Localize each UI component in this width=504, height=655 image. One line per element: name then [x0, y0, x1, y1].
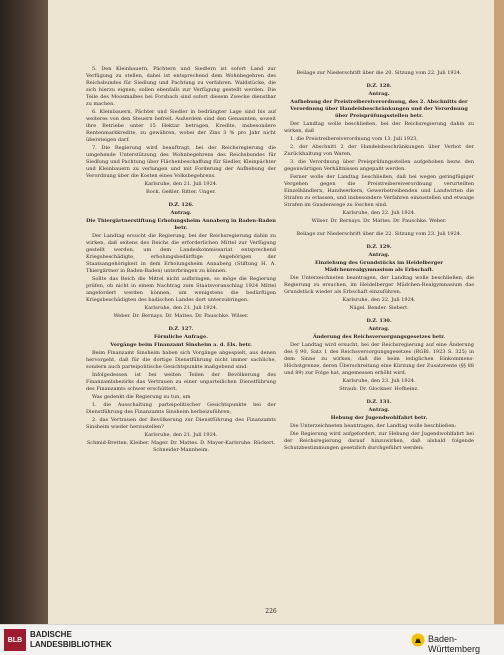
spacer — [284, 394, 474, 398]
text-paragraph: Sollte das Reich die Mittel nicht aufbringen, so möge die Regierung prüfen, ob nicht in einem Nachtrag zum Staatsvoranschlag 1924 Mittel angefordert werden können, um wenigstens die bedürftigen Kriegsbeschädigten des badischen Landes dort unterzubringen. — [86, 276, 276, 303]
text-paragraph: Wilser. Dr. Bernays. Dr. Mattes. Dr. Pauschke. Weber. — [311, 218, 447, 224]
spacer — [284, 313, 474, 317]
text-paragraph: Karlsruhe, den 22. Juli 1924. — [342, 297, 416, 303]
text-paragraph: Antrag. — [368, 91, 390, 97]
text-paragraph: Antrag. — [170, 210, 192, 216]
spacer — [86, 321, 276, 325]
text-paragraph: Karlsruhe, den 22. Juli 1924. — [342, 210, 416, 216]
text-paragraph: Die Unterzeichneten beantragen, der Landtag wolle beschließen: — [290, 423, 457, 429]
text-paragraph: Antrag. — [368, 252, 390, 258]
bw-stag-icon — [411, 633, 425, 647]
text-paragraph: 2. das Vertrauen der Bevölkerung zur Dienstführung des Finanzamts Sinsheim wieder herzustellen? — [86, 417, 276, 430]
text-paragraph: 2. der Abschnitt 2 der Handelsbeschränkungen über Verbot der Zurückhaltung von Waren, — [284, 144, 474, 157]
text-paragraph: Schmid-Bretten. Kleiber. Mager. Dr. Mattes. D. Mayer-Karlsruhe. Rückert. Schneider-Mannheim. — [86, 440, 276, 453]
page-edge — [494, 0, 504, 624]
text-paragraph: Der Landtag wird ersucht, bei der Reichsregierung auf eine Änderung des § 90, Satz 1 des Reichsversorgungsgesetzes (RGBl. 1923 S. 325) in dem Sinne zu wirken, daß die beim lediglichen Einkommens-Höchstgrenze, deren Überschreitung eine Kürzung der Zusatzrente (§§ 88 und 89) zur Folge hat, angemessen erhöht wird. — [284, 342, 474, 376]
text-paragraph: Was gedenkt die Regierung zu tun, um — [92, 394, 191, 400]
text-paragraph: Die Thiergärtnerstiftung Erholungsheim Annaberg in Baden-Baden betr. — [86, 218, 276, 231]
text-paragraph: Die Unterzeichneten beantragen, der Landtag wolle beschließen, die Regierung zu ersuchen, im Heidelberger Mädchen-Realgymnasium das Grundstück wieder als Erbschaft einzuführen. — [284, 275, 474, 295]
text-paragraph: D.Z. 126. — [168, 202, 194, 208]
text-paragraph: D.Z. 130. — [366, 318, 392, 324]
text-paragraph: Karlsruhe, den 21. Juli 1924. — [144, 305, 218, 311]
text-paragraph: Antrag. — [368, 407, 390, 413]
text-paragraph: D.Z. 127. — [168, 326, 194, 332]
left-column — [86, 66, 276, 455]
text-paragraph: Infolgedessen ist bei weiten Teilen der Bevölkerung des Finanzamtsbezirks das Vertrauen zu einer unparteilichen Dienstführung des Finanzamts schwer erschüttert. — [86, 372, 276, 392]
scanned-page — [48, 0, 494, 624]
text-paragraph: Förmliche Anfrage. — [154, 334, 208, 340]
spacer — [284, 226, 474, 230]
text-paragraph: D.Z. 131. — [366, 399, 392, 405]
text-paragraph: 7. Die Regierung wird beauftragt, bei der Reichsregierung die umgehende Unterstützung des Wohnbegehrens des Reichsbundes für Siedlung und Pachtung über Flächenbeschaffung für Siedler, Kleinpächter und Kleinbauern zu verlangen und mit Forderung der Aufhebung der Verordnung über die Kosten eines Volksbegehrens. — [86, 145, 276, 179]
page-number: 226 — [265, 608, 277, 615]
text-paragraph: Ferner wolle der Landtag beschließen, daß bei wegen geringfügiger Vergehen gegen die Preistreibereiverordnung verurteilten Einzelhändlern, Handwerkern, Gewerbetreibenden und Landwirten die Strafen zu erlassen, und insbesondere Verfahren einzustellen und etwaige Strafen im Gnadenwege zu löschen sind. — [284, 174, 474, 208]
text-paragraph: 1. die Preistreibereiverordnung vom 13. Juli 1923, — [290, 136, 418, 142]
text-paragraph: 6. Kleinbauern, Pächter und Siedler in bedrängter Lage sind bis auf weiteres von den Steuern befreit. Außerdem sind den Genannten, soweit ihre Betriebe unter 15 Hektar betragen, Kredite, insbesondere Rentenmarkkredite, zu gewähren, wobei der Zins 3 % pro Jahr nicht übersteigen darf. — [86, 109, 276, 143]
book-binding — [0, 0, 48, 624]
text-paragraph: 1. die Ausschaltung parteipolitischer Gesichtspunkte bei der Dienstführung des Finanzamts Sinsheim herbeizuführen; — [86, 402, 276, 415]
blb-line-1: BADISCHE — [30, 630, 72, 639]
text-paragraph: Straub. Dr. Glockner. Hofheinz. — [339, 386, 419, 392]
text-paragraph: Die Regierung wird aufgefordert, zur Hebung der Jugendwohlfahrt bei der Reichsregierung darauf hinzuwirken, daß alsbald folgende Schutzbestimmungen gesetzlich durchgeführt werden: — [284, 431, 474, 451]
bw-label[interactable]: Baden-Württemberg — [428, 634, 481, 654]
text-paragraph: Antrag. — [368, 326, 390, 332]
text-paragraph: Einziehung des Grundstücks im Heidelberger Mädchenrealgymnasium als Erbschaft. — [314, 260, 444, 273]
text-paragraph: Hebung der Jugendwohlfahrt betr. — [330, 415, 428, 421]
right-column — [284, 70, 474, 453]
text-paragraph: 5. Den Kleinbauern, Pächtern und Siedlern ist sofort Land zur Verfügung zu stellen, dabei ist entsprechend dem Wohnbegehren des Reichsbundes für Siedlung und Pachtung zu verfahren. Waldstücke, die sich hierzu eignen, sollen ebenfalls zur Verfügung gestellt werden. Die Teile des Moosmalbes bei Forsbach sind sofort diesem Zwecke dienstbar zu machen. — [86, 66, 276, 107]
text-paragraph: Nägel. Bender. Siebert. — [349, 305, 409, 311]
text-paragraph: D.Z. 129. — [366, 244, 392, 250]
text-paragraph: Beilage zur Niederschrift über die 22. Sitzung vom 23. Juli 1924. — [296, 231, 462, 237]
text-paragraph: Bock. Geßler. Ritter. Unger. — [146, 189, 216, 195]
spacer — [284, 78, 474, 82]
text-paragraph: Vorgänge beim Finanzamt Sinsheim a. d. Els. betr. — [110, 342, 252, 348]
text-paragraph: 3. die Verordnung über Preisprüfungsstellen aufgehoben bezw. den gegenwärtigen Verhältnissen angepaßt werden. — [284, 159, 474, 172]
text-paragraph: Aufhebung der Preistreibereiverordnung, des 2. Abschnitts der Verordnung über Handelsbeschränkungen und der Verordnung über Preisprüfungsstellen betr. — [290, 99, 468, 119]
text-paragraph: Karlsruhe, den 21. Juli 1924. — [144, 181, 218, 187]
text-paragraph: Weber. Dr. Bernays. Dr. Mattes. Dr. Pauschke. Wilser. — [113, 313, 249, 319]
text-paragraph: Beim Finanzamt Sinsheim haben sich Vorgänge abgespielt, aus denen hervorgeht, daß für die dortige Dienstführung nicht immer sachliche, sondern auch parteipolitische Gesichtspunkte maßgebend sind. — [86, 350, 276, 370]
text-paragraph: Beilage zur Niederschrift über die 20. Sitzung vom 22. Juli 1924. — [296, 70, 462, 76]
text-paragraph: Karlsruhe, den 21. Juli 1924. — [144, 432, 218, 438]
spacer — [86, 197, 276, 201]
viewer-footer — [0, 624, 504, 655]
blb-name[interactable] — [30, 630, 112, 650]
text-paragraph: D.Z. 128. — [366, 83, 392, 89]
text-paragraph: Karlsruhe, den 23. Juli 1924. — [342, 378, 416, 384]
blb-line-2: LANDESBIBLIOTHEK — [30, 640, 112, 649]
text-paragraph: Der Landtag ersucht die Regierung, bei der Reichsregierung dahin zu wirken, daß seitens des Reichs die erforderlichen Mittel zur Verfügung gestellt werden, um dem Landeskommissariat entsprechend Kriegsbeschädigte, erholungsbedürftige Angehörigen der Staatsangehörigkeit in dem Erholungsheim Annaberg (Stiftung H. A. Thiergärtner in Baden-Baden) unterbringen zu können. — [86, 233, 276, 274]
spacer — [284, 239, 474, 243]
text-paragraph: Der Landtag wolle beschließen, bei der Reichsregierung dahin zu wirken, daß — [284, 121, 474, 134]
blb-logo[interactable]: BLB — [4, 629, 26, 651]
text-paragraph: Änderung des Reichsversorgungsgesetzes betr. — [312, 334, 446, 340]
